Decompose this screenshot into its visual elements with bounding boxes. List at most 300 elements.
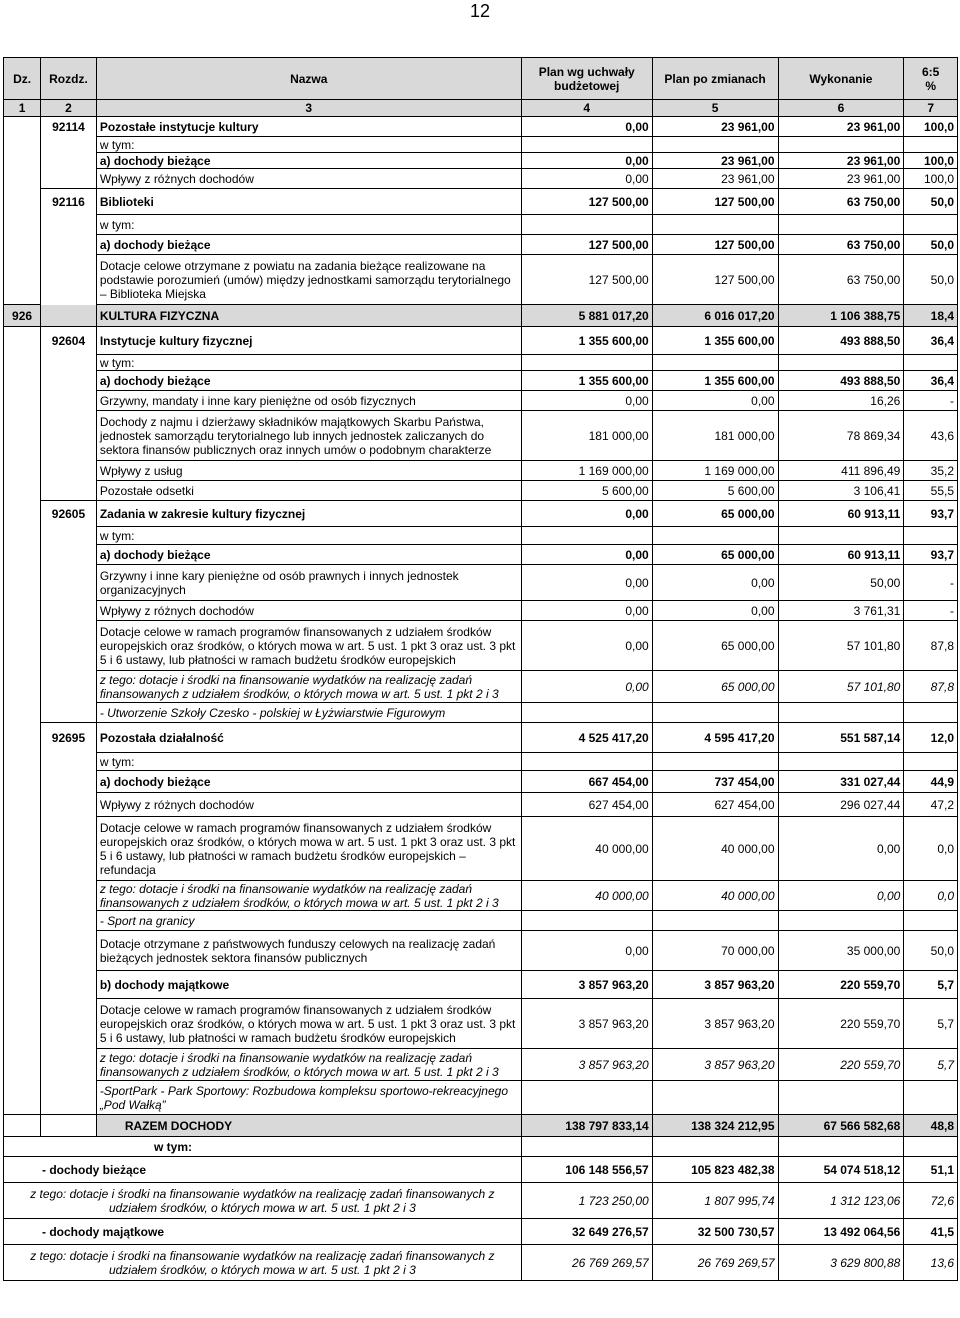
table-row xyxy=(4,481,958,501)
rozdz-cell xyxy=(41,411,97,461)
v5-cell xyxy=(652,1081,778,1115)
header-ratio xyxy=(904,58,958,100)
rozdz-cell xyxy=(41,481,97,501)
name-cell: Pozostałe odsetki xyxy=(96,481,521,501)
v5-cell: 127 500,00 xyxy=(652,235,778,255)
summary-current-v6: 54 074 518,12 xyxy=(778,1157,904,1183)
v7-cell xyxy=(904,753,958,771)
dz-cell xyxy=(4,723,41,753)
v5-cell xyxy=(652,137,778,153)
table-row xyxy=(4,753,958,771)
dz-cell xyxy=(4,371,41,391)
table-row xyxy=(4,931,958,971)
dz-cell xyxy=(4,189,41,215)
v6-cell: 23 961,00 xyxy=(778,169,904,189)
name-cell: z tego: dotacje i środki na finansowanie wydatków na realizację zadań finansowanych z udziałem środków, o których mowa w art. 5 ust. 1 pkt 2 i 3 xyxy=(96,881,521,911)
v5-cell: 627 454,00 xyxy=(652,793,778,817)
v5-cell: 737 454,00 xyxy=(652,771,778,793)
name-cell: Dotacje celowe w ramach programów finansowanych z udziałem środków europejskich oraz środków, o których mowa w art. 5 ust. 1 pkt 3 oraz ust. 3 pkt 5 i 6 ustawy, lub płatności w ramach budżetu środków europejskich xyxy=(96,999,521,1049)
v6-cell: 296 027,44 xyxy=(778,793,904,817)
v7-cell: - xyxy=(904,565,958,601)
summary-current-label: - dochody bieżące xyxy=(4,1157,522,1183)
v5-cell: 23 961,00 xyxy=(652,169,778,189)
table-row xyxy=(4,817,958,881)
dz-cell xyxy=(4,671,41,703)
dz-cell xyxy=(4,565,41,601)
v6-cell: 220 559,70 xyxy=(778,1049,904,1081)
table-row xyxy=(4,501,958,527)
v7-cell: 100,0 xyxy=(904,153,958,169)
v7-cell: 0,0 xyxy=(904,817,958,881)
v6-cell: 63 750,00 xyxy=(778,189,904,215)
v7-cell: 100,0 xyxy=(904,117,958,137)
v4-cell: 0,00 xyxy=(521,153,652,169)
colnum-7: 7 xyxy=(904,100,958,117)
v6-cell xyxy=(778,911,904,931)
summary-capital-eu-v7: 13,6 xyxy=(904,1245,958,1281)
table-row xyxy=(4,137,958,153)
table-row xyxy=(4,235,958,255)
v4-cell xyxy=(521,527,652,545)
table-row xyxy=(4,1049,958,1081)
v6-cell: 78 869,34 xyxy=(778,411,904,461)
table-row xyxy=(4,411,958,461)
v4-cell: 1 169 000,00 xyxy=(521,461,652,481)
v4-cell: 0,00 xyxy=(521,621,652,671)
table-body xyxy=(4,117,958,1115)
v7-cell xyxy=(904,355,958,371)
v5-cell: 65 000,00 xyxy=(652,671,778,703)
name-cell: KULTURA FIZYCZNA xyxy=(96,305,521,327)
rozdz-cell xyxy=(41,255,97,305)
v7-cell: 55,5 xyxy=(904,481,958,501)
v4-cell: 127 500,00 xyxy=(521,235,652,255)
v6-cell: 60 913,11 xyxy=(778,501,904,527)
rozdz-cell xyxy=(41,235,97,255)
page-number: 12 xyxy=(469,1,491,21)
v5-cell xyxy=(652,215,778,235)
v7-cell xyxy=(904,137,958,153)
summary-total-v4: 138 797 833,14 xyxy=(521,1115,652,1137)
v6-cell xyxy=(778,527,904,545)
rozdz-cell xyxy=(41,527,97,545)
v5-cell: 181 000,00 xyxy=(652,411,778,461)
name-cell: w tym: xyxy=(96,753,521,771)
header-plan-uchwaly: Plan wg uchwały budżetowej xyxy=(521,58,652,100)
table-row xyxy=(4,911,958,931)
v4-cell xyxy=(521,1081,652,1115)
v4-cell: 0,00 xyxy=(521,601,652,621)
rozdz-cell xyxy=(41,371,97,391)
v5-cell: 6 016 017,20 xyxy=(652,305,778,327)
v5-cell: 3 857 963,20 xyxy=(652,1049,778,1081)
v4-cell xyxy=(521,911,652,931)
revenue-table xyxy=(3,57,958,1281)
rozdz-cell xyxy=(41,601,97,621)
dz-cell xyxy=(4,527,41,545)
summary-capital-eu-v5: 26 769 269,57 xyxy=(652,1245,778,1281)
name-cell: w tym: xyxy=(96,137,521,153)
summary-blank xyxy=(778,1137,904,1157)
rozdz-cell xyxy=(41,169,97,189)
v4-cell: 3 857 963,20 xyxy=(521,999,652,1049)
v5-cell xyxy=(652,753,778,771)
v5-cell: 3 857 963,20 xyxy=(652,999,778,1049)
v7-cell: 44,9 xyxy=(904,771,958,793)
rozdz-cell xyxy=(41,215,97,235)
v6-cell: 63 750,00 xyxy=(778,255,904,305)
table-row xyxy=(4,565,958,601)
dz-cell xyxy=(4,327,41,355)
dz-cell xyxy=(4,911,41,931)
dz-cell xyxy=(4,501,41,527)
v7-cell: 35,2 xyxy=(904,461,958,481)
v7-cell: 5,7 xyxy=(904,971,958,999)
dz-cell xyxy=(4,235,41,255)
dz-cell xyxy=(4,1081,41,1115)
v4-cell: 127 500,00 xyxy=(521,189,652,215)
table-row xyxy=(4,703,958,723)
name-cell: w tym: xyxy=(96,215,521,235)
colnum-5: 5 xyxy=(652,100,778,117)
dz-cell xyxy=(4,545,41,565)
table-row xyxy=(4,255,958,305)
table-row xyxy=(4,355,958,371)
v4-cell xyxy=(521,137,652,153)
v6-cell: 331 027,44 xyxy=(778,771,904,793)
header-pct-label: % xyxy=(925,78,936,93)
summary-capital-v4: 32 649 276,57 xyxy=(521,1219,652,1245)
v6-cell: 60 913,11 xyxy=(778,545,904,565)
summary-current-v7: 51,1 xyxy=(904,1157,958,1183)
summary-current-eu-label: z tego: dotacje i środki na finansowanie wydatków na realizację zadań finansowanych z udziałem środków, o których mowa w art. 5 ust. 1 pkt 2 i 3 xyxy=(4,1183,522,1219)
table-row xyxy=(4,527,958,545)
name-cell: Wpływy z różnych dochodów xyxy=(96,601,521,621)
v4-cell: 181 000,00 xyxy=(521,411,652,461)
v4-cell: 1 355 600,00 xyxy=(521,371,652,391)
v4-cell: 1 355 600,00 xyxy=(521,327,652,355)
dz-cell xyxy=(4,793,41,817)
v6-cell: 23 961,00 xyxy=(778,153,904,169)
rozdz-cell: 92695 xyxy=(41,723,97,753)
summary-capital-label: - dochody majątkowe xyxy=(4,1219,522,1245)
colnum-6: 6 xyxy=(778,100,904,117)
v4-cell xyxy=(521,703,652,723)
table-row xyxy=(4,169,958,189)
rozdz-cell: 92605 xyxy=(41,501,97,527)
v7-cell: 43,6 xyxy=(904,411,958,461)
v7-cell: 93,7 xyxy=(904,545,958,565)
v6-cell: 220 559,70 xyxy=(778,971,904,999)
table-row xyxy=(4,723,958,753)
table-row xyxy=(4,215,958,235)
summary-current-eu-v4: 1 723 250,00 xyxy=(521,1183,652,1219)
table-row xyxy=(4,793,958,817)
v4-cell: 0,00 xyxy=(521,931,652,971)
v5-cell: 23 961,00 xyxy=(652,153,778,169)
summary-capital-row xyxy=(4,1219,958,1245)
colnum-4: 4 xyxy=(521,100,652,117)
v7-cell xyxy=(904,703,958,723)
rozdz-cell xyxy=(41,621,97,671)
v4-cell: 0,00 xyxy=(521,391,652,411)
v4-cell: 0,00 xyxy=(521,169,652,189)
v4-cell: 0,00 xyxy=(521,117,652,137)
table-row xyxy=(4,601,958,621)
v7-cell: 36,4 xyxy=(904,371,958,391)
v6-cell: 57 101,80 xyxy=(778,671,904,703)
v4-cell: 3 857 963,20 xyxy=(521,971,652,999)
header-wykonanie: Wykonanie xyxy=(778,58,904,100)
v7-cell: 87,8 xyxy=(904,671,958,703)
v7-cell: 36,4 xyxy=(904,327,958,355)
v5-cell xyxy=(652,527,778,545)
v4-cell: 0,00 xyxy=(521,671,652,703)
v4-cell xyxy=(521,215,652,235)
rozdz-cell xyxy=(41,881,97,911)
name-cell: Dotacje celowe otrzymane z powiatu na zadania bieżące realizowane na podstawie porozumień (umów) między jednostkami samorządu terytorialnego – Biblioteka Miejska xyxy=(96,255,521,305)
colnum-3: 3 xyxy=(96,100,521,117)
rozdz-cell xyxy=(41,137,97,153)
rozdz-cell xyxy=(41,545,97,565)
name-cell: z tego: dotacje i środki na finansowanie wydatków na realizację zadań finansowanych z udziałem środków, o których mowa w art. 5 ust. 1 pkt 2 i 3 xyxy=(96,671,521,703)
v4-cell: 5 600,00 xyxy=(521,481,652,501)
dz-cell xyxy=(4,117,41,137)
rozdz-cell xyxy=(41,753,97,771)
v5-cell: 0,00 xyxy=(652,601,778,621)
header-plan-zmianach: Plan po zmianach xyxy=(652,58,778,100)
rozdz-cell xyxy=(41,817,97,881)
rozdz-cell xyxy=(41,971,97,999)
name-cell: Biblioteki xyxy=(96,189,521,215)
v6-cell xyxy=(778,753,904,771)
summary-blank xyxy=(904,1137,958,1157)
rozdz-cell xyxy=(41,771,97,793)
dz-cell xyxy=(4,391,41,411)
summary-capital-eu-v6: 3 629 800,88 xyxy=(778,1245,904,1281)
name-cell: Grzywny i inne kary pieniężne od osób prawnych i innych jednostek organizacyjnych xyxy=(96,565,521,601)
header-nazwa: Nazwa xyxy=(96,58,521,100)
v6-cell: 23 961,00 xyxy=(778,117,904,137)
name-cell: Grzywny, mandaty i inne kary pieniężne od osób fizycznych xyxy=(96,391,521,411)
dz-cell xyxy=(4,169,41,189)
name-cell: Dotacje celowe w ramach programów finansowanych z udziałem środków europejskich oraz środków, o których mowa w art. 5 ust. 1 pkt 3 oraz ust. 3 pkt 5 i 6 ustawy, lub płatności w ramach budżetu środków europejskich xyxy=(96,621,521,671)
dz-cell xyxy=(4,461,41,481)
summary-capital-v7: 41,5 xyxy=(904,1219,958,1245)
name-cell: z tego: dotacje i środki na finansowanie wydatków na realizację zadań finansowanych z udziałem środków, o których mowa w art. 5 ust. 1 pkt 2 i 3 xyxy=(96,1049,521,1081)
v6-cell: 0,00 xyxy=(778,881,904,911)
v6-cell: 57 101,80 xyxy=(778,621,904,671)
v6-cell: 493 888,50 xyxy=(778,327,904,355)
dz-cell xyxy=(4,999,41,1049)
v5-cell: 1 355 600,00 xyxy=(652,327,778,355)
summary-current-eu-v5: 1 807 995,74 xyxy=(652,1183,778,1219)
summary-capital-eu-row xyxy=(4,1245,958,1281)
v7-cell: - xyxy=(904,601,958,621)
dz-cell xyxy=(4,771,41,793)
v7-cell: 87,8 xyxy=(904,621,958,671)
summary-total-v5: 138 324 212,95 xyxy=(652,1115,778,1137)
v6-cell: 0,00 xyxy=(778,817,904,881)
name-cell: a) dochody bieżące xyxy=(96,545,521,565)
v7-cell: 5,7 xyxy=(904,1049,958,1081)
name-cell: w tym: xyxy=(96,355,521,371)
rozdz-cell xyxy=(41,999,97,1049)
dz-cell xyxy=(4,481,41,501)
v5-cell: 40 000,00 xyxy=(652,881,778,911)
summary-total-v6: 67 566 582,68 xyxy=(778,1115,904,1137)
v7-cell: 50,0 xyxy=(904,255,958,305)
dz-cell xyxy=(4,703,41,723)
v4-cell: 40 000,00 xyxy=(521,817,652,881)
dz-cell xyxy=(4,215,41,235)
v4-cell: 127 500,00 xyxy=(521,255,652,305)
name-cell: a) dochody bieżące xyxy=(96,771,521,793)
dz-cell xyxy=(4,255,41,305)
v6-cell: 63 750,00 xyxy=(778,235,904,255)
summary-current-eu-v6: 1 312 123,06 xyxy=(778,1183,904,1219)
summary-capital-v5: 32 500 730,57 xyxy=(652,1219,778,1245)
summary-current-eu-row xyxy=(4,1183,958,1219)
v5-cell: 127 500,00 xyxy=(652,189,778,215)
name-cell: Dotacje otrzymane z państwowych funduszy celowych na realizację zadań bieżących jednostek sektora finansów publicznych xyxy=(96,931,521,971)
name-cell: Zadania w zakresie kultury fizycznej xyxy=(96,501,521,527)
v4-cell xyxy=(521,753,652,771)
rozdz-cell xyxy=(41,391,97,411)
rozdz-cell xyxy=(41,355,97,371)
v6-cell: 493 888,50 xyxy=(778,371,904,391)
dz-cell xyxy=(4,931,41,971)
v6-cell: 16,26 xyxy=(778,391,904,411)
rozdz-cell xyxy=(41,153,97,169)
v5-cell: 65 000,00 xyxy=(652,501,778,527)
v4-cell: 0,00 xyxy=(521,565,652,601)
v4-cell: 0,00 xyxy=(521,545,652,565)
v4-cell xyxy=(521,355,652,371)
header-row xyxy=(4,58,958,100)
rozdz-cell xyxy=(41,671,97,703)
name-cell: w tym: xyxy=(96,527,521,545)
v5-cell xyxy=(652,703,778,723)
v7-cell: 100,0 xyxy=(904,169,958,189)
name-cell: - Utworzenie Szkoły Czesko - polskiej w Łyżwiarstwie Figurowym xyxy=(96,703,521,723)
rozdz-cell xyxy=(41,305,97,327)
dz-cell xyxy=(4,1049,41,1081)
v7-cell: 47,2 xyxy=(904,793,958,817)
v5-cell: 127 500,00 xyxy=(652,255,778,305)
name-cell: Dochody z najmu i dzierżawy składników majątkowych Skarbu Państwa, jednostek samorządu terytorialnego lub innych jednostek zaliczanych do sektora finansów publicznych oraz innych umów o podobnym charakterze xyxy=(96,411,521,461)
dz-cell xyxy=(4,153,41,169)
v7-cell: 12,0 xyxy=(904,723,958,753)
table-row xyxy=(4,971,958,999)
table-row xyxy=(4,391,958,411)
v5-cell xyxy=(652,911,778,931)
v5-cell: 1 169 000,00 xyxy=(652,461,778,481)
table-row xyxy=(4,117,958,137)
v5-cell: 4 595 417,20 xyxy=(652,723,778,753)
summary-total-row xyxy=(4,1115,958,1137)
dz-cell xyxy=(4,621,41,671)
name-cell: Instytucje kultury fizycznej xyxy=(96,327,521,355)
name-cell: Wpływy z różnych dochodów xyxy=(96,169,521,189)
v6-cell: 220 559,70 xyxy=(778,999,904,1049)
rozdz-cell: 92604 xyxy=(41,327,97,355)
summary-current-row xyxy=(4,1157,958,1183)
v5-cell: 65 000,00 xyxy=(652,545,778,565)
summary-blank xyxy=(4,1115,41,1137)
table-row xyxy=(4,371,958,391)
v5-cell: 40 000,00 xyxy=(652,817,778,881)
table-row xyxy=(4,305,958,327)
summary-body xyxy=(4,1115,958,1281)
v6-cell xyxy=(778,1081,904,1115)
v6-cell: 3 106,41 xyxy=(778,481,904,501)
v6-cell: 411 896,49 xyxy=(778,461,904,481)
table-row xyxy=(4,999,958,1049)
summary-blank xyxy=(41,1115,97,1137)
v6-cell: 50,00 xyxy=(778,565,904,601)
v7-cell: 50,0 xyxy=(904,931,958,971)
v6-cell xyxy=(778,355,904,371)
v6-cell xyxy=(778,703,904,723)
dz-cell: 926 xyxy=(4,305,41,327)
table-row xyxy=(4,771,958,793)
v5-cell xyxy=(652,355,778,371)
name-cell: Wpływy z różnych dochodów xyxy=(96,793,521,817)
colnum-1: 1 xyxy=(4,100,41,117)
rozdz-cell xyxy=(41,931,97,971)
v5-cell: 23 961,00 xyxy=(652,117,778,137)
v4-cell: 4 525 417,20 xyxy=(521,723,652,753)
table-row xyxy=(4,327,958,355)
v6-cell xyxy=(778,137,904,153)
dz-cell xyxy=(4,753,41,771)
v5-cell: 65 000,00 xyxy=(652,621,778,671)
name-cell: a) dochody bieżące xyxy=(96,371,521,391)
rozdz-cell xyxy=(41,1081,97,1115)
v4-cell: 3 857 963,20 xyxy=(521,1049,652,1081)
summary-current-v5: 105 823 482,38 xyxy=(652,1157,778,1183)
v6-cell xyxy=(778,215,904,235)
name-cell: Pozostała działalność xyxy=(96,723,521,753)
v6-cell: 35 000,00 xyxy=(778,931,904,971)
v5-cell: 5 600,00 xyxy=(652,481,778,501)
v6-cell: 551 587,14 xyxy=(778,723,904,753)
summary-blank xyxy=(521,1137,652,1157)
header-rozdz: Rozdz. xyxy=(41,58,97,100)
header-dz: Dz. xyxy=(4,58,41,100)
name-cell: -SportPark - Park Sportowy: Rozbudowa kompleksu sportowo-rekreacyjnego „Pod Wałką” xyxy=(96,1081,521,1115)
summary-blank xyxy=(652,1137,778,1157)
v4-cell: 5 881 017,20 xyxy=(521,305,652,327)
v7-cell xyxy=(904,911,958,931)
name-cell: Wpływy z usług xyxy=(96,461,521,481)
summary-total-label: RAZEM DOCHODY xyxy=(96,1115,521,1137)
table-row xyxy=(4,545,958,565)
summary-total-v7: 48,8 xyxy=(904,1115,958,1137)
name-cell: a) dochody bieżące xyxy=(96,153,521,169)
v7-cell xyxy=(904,215,958,235)
v7-cell: 93,7 xyxy=(904,501,958,527)
column-number-row xyxy=(4,100,958,117)
summary-wtym-label: w tym: xyxy=(4,1137,522,1157)
rozdz-cell: 92116 xyxy=(41,189,97,215)
table-row xyxy=(4,153,958,169)
dz-cell xyxy=(4,971,41,999)
name-cell: - Sport na granicy xyxy=(96,911,521,931)
name-cell: Dotacje celowe w ramach programów finansowanych z udziałem środków europejskich oraz środków, o których mowa w art. 5 ust. 1 pkt 3 oraz ust. 3 pkt 5 i 6 ustawy, lub płatności w ramach budżetu środków europejskich – refundacja xyxy=(96,817,521,881)
v7-cell: 50,0 xyxy=(904,235,958,255)
